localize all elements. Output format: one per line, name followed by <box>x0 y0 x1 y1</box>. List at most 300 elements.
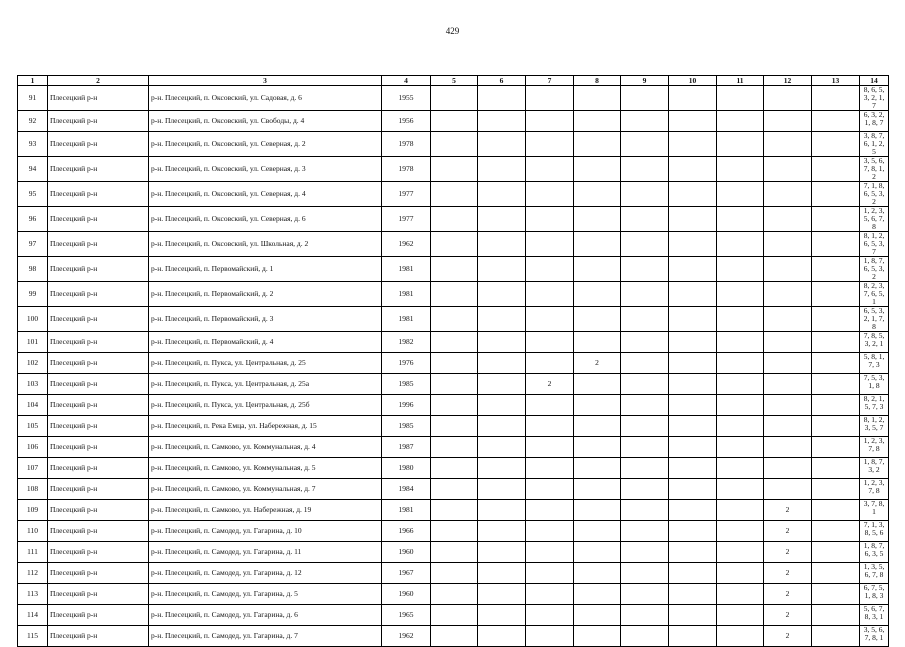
cell-col-11 <box>717 332 764 353</box>
cell-col-5 <box>431 353 478 374</box>
cell-col-9 <box>621 458 669 479</box>
cell-year: 1980 <box>382 458 431 479</box>
cell-address: р-н. Плесецкий, п. Самково, ул. Коммунальная, д. 4 <box>149 437 382 458</box>
cell-col-8 <box>574 282 621 307</box>
cell-code-list: 5, 6, 7, 8, 3, 1 <box>860 605 889 626</box>
cell-col-7 <box>526 626 574 647</box>
cell-col-13 <box>812 353 860 374</box>
cell-row-number: 115 <box>18 626 48 647</box>
cell-col-9 <box>621 332 669 353</box>
column-header-8: 8 <box>574 76 621 86</box>
column-header-6: 6 <box>478 76 526 86</box>
cell-col-13 <box>812 307 860 332</box>
table-row <box>18 458 889 479</box>
cell-col-12: 2 <box>764 542 812 563</box>
cell-row-number: 113 <box>18 584 48 605</box>
cell-district: Плесецкий р-н <box>48 605 149 626</box>
cell-col-6 <box>478 207 526 232</box>
cell-col-9 <box>621 563 669 584</box>
cell-col-10 <box>669 521 717 542</box>
cell-row-number: 101 <box>18 332 48 353</box>
cell-district: Плесецкий р-н <box>48 521 149 542</box>
cell-code-list: 1, 2, 3, 7, 8 <box>860 479 889 500</box>
cell-col-13 <box>812 332 860 353</box>
cell-col-8: 2 <box>574 353 621 374</box>
cell-row-number: 100 <box>18 307 48 332</box>
cell-district: Плесецкий р-н <box>48 416 149 437</box>
cell-col-10 <box>669 332 717 353</box>
cell-col-6 <box>478 282 526 307</box>
cell-year: 1984 <box>382 479 431 500</box>
table-row <box>18 437 889 458</box>
cell-col-11 <box>717 437 764 458</box>
cell-col-12 <box>764 458 812 479</box>
cell-code-list: 8, 2, 3, 7, 6, 5, 1 <box>860 282 889 307</box>
cell-col-10 <box>669 584 717 605</box>
cell-col-6 <box>478 437 526 458</box>
cell-col-9 <box>621 86 669 111</box>
cell-code-list: 1, 2, 3, 7, 8 <box>860 437 889 458</box>
cell-col-8 <box>574 182 621 207</box>
cell-col-11 <box>717 605 764 626</box>
cell-col-5 <box>431 605 478 626</box>
cell-col-7 <box>526 353 574 374</box>
column-header-12: 12 <box>764 76 812 86</box>
cell-year: 1955 <box>382 86 431 111</box>
cell-col-12 <box>764 353 812 374</box>
cell-year: 1981 <box>382 307 431 332</box>
cell-col-5 <box>431 332 478 353</box>
cell-code-list: 1, 8, 7, 6, 3, 5 <box>860 542 889 563</box>
cell-col-5 <box>431 257 478 282</box>
cell-col-13 <box>812 584 860 605</box>
table-row <box>18 132 889 157</box>
cell-district: Плесецкий р-н <box>48 626 149 647</box>
cell-row-number: 109 <box>18 500 48 521</box>
cell-col-10 <box>669 111 717 132</box>
cell-col-11 <box>717 458 764 479</box>
cell-col-12: 2 <box>764 626 812 647</box>
cell-district: Плесецкий р-н <box>48 132 149 157</box>
cell-year: 1962 <box>382 232 431 257</box>
cell-year: 1981 <box>382 257 431 282</box>
cell-row-number: 93 <box>18 132 48 157</box>
cell-col-11 <box>717 207 764 232</box>
cell-col-5 <box>431 207 478 232</box>
cell-col-11 <box>717 111 764 132</box>
cell-col-7 <box>526 416 574 437</box>
cell-col-6 <box>478 626 526 647</box>
cell-col-13 <box>812 111 860 132</box>
cell-district: Плесецкий р-н <box>48 374 149 395</box>
cell-col-9 <box>621 479 669 500</box>
cell-col-11 <box>717 353 764 374</box>
cell-district: Плесецкий р-н <box>48 207 149 232</box>
cell-address: р-н. Плесецкий, п. Оксовский, ул. Садовая, д. 6 <box>149 86 382 111</box>
cell-col-6 <box>478 111 526 132</box>
cell-year: 1996 <box>382 395 431 416</box>
cell-col-13 <box>812 500 860 521</box>
cell-col-12: 2 <box>764 563 812 584</box>
cell-col-13 <box>812 626 860 647</box>
cell-col-10 <box>669 182 717 207</box>
cell-col-10 <box>669 626 717 647</box>
cell-col-12 <box>764 332 812 353</box>
cell-col-10 <box>669 542 717 563</box>
cell-district: Плесецкий р-н <box>48 479 149 500</box>
cell-address: р-н. Плесецкий, п. Самодед, ул. Гагарина, д. 11 <box>149 542 382 563</box>
cell-year: 1978 <box>382 132 431 157</box>
table-row <box>18 232 889 257</box>
cell-col-9 <box>621 542 669 563</box>
cell-year: 1976 <box>382 353 431 374</box>
cell-code-list: 6, 5, 3, 2, 1, 7, 8 <box>860 307 889 332</box>
cell-district: Плесецкий р-н <box>48 232 149 257</box>
cell-col-11 <box>717 157 764 182</box>
table-row <box>18 207 889 232</box>
cell-col-8 <box>574 626 621 647</box>
table-row <box>18 395 889 416</box>
cell-col-13 <box>812 416 860 437</box>
cell-address: р-н. Плесецкий, п. Самково, ул. Коммунальная, д. 7 <box>149 479 382 500</box>
cell-district: Плесецкий р-н <box>48 437 149 458</box>
cell-col-13 <box>812 86 860 111</box>
cell-col-11 <box>717 416 764 437</box>
cell-district: Плесецкий р-н <box>48 353 149 374</box>
cell-col-8 <box>574 584 621 605</box>
cell-code-list: 3, 8, 7, 6, 1, 2, 5 <box>860 132 889 157</box>
cell-year: 1977 <box>382 182 431 207</box>
cell-col-7: 2 <box>526 374 574 395</box>
cell-col-13 <box>812 132 860 157</box>
cell-col-6 <box>478 132 526 157</box>
cell-col-5 <box>431 458 478 479</box>
cell-col-12 <box>764 282 812 307</box>
table-row <box>18 479 889 500</box>
cell-address: р-н. Плесецкий, п. Оксовский, ул. Свободы, д. 4 <box>149 111 382 132</box>
cell-year: 1960 <box>382 584 431 605</box>
table-row <box>18 353 889 374</box>
cell-year: 1977 <box>382 207 431 232</box>
cell-year: 1962 <box>382 626 431 647</box>
column-header-10: 10 <box>669 76 717 86</box>
cell-col-10 <box>669 458 717 479</box>
cell-code-list: 1, 8, 7, 3, 2 <box>860 458 889 479</box>
cell-col-8 <box>574 542 621 563</box>
cell-year: 1981 <box>382 282 431 307</box>
cell-col-9 <box>621 605 669 626</box>
cell-col-5 <box>431 563 478 584</box>
column-header-5: 5 <box>431 76 478 86</box>
cell-col-8 <box>574 395 621 416</box>
column-header-11: 11 <box>717 76 764 86</box>
cell-district: Плесецкий р-н <box>48 282 149 307</box>
cell-code-list: 8, 1, 2, 6, 5, 3, 7 <box>860 232 889 257</box>
table-row <box>18 626 889 647</box>
cell-row-number: 110 <box>18 521 48 542</box>
cell-district: Плесецкий р-н <box>48 257 149 282</box>
cell-district: Плесецкий р-н <box>48 182 149 207</box>
table-body <box>18 86 889 647</box>
cell-code-list: 8, 6, 5, 3, 2, 1, 7 <box>860 86 889 111</box>
cell-col-5 <box>431 307 478 332</box>
cell-address: р-н. Плесецкий, п. Река Емца, ул. Набережная, д. 15 <box>149 416 382 437</box>
cell-col-6 <box>478 563 526 584</box>
cell-col-6 <box>478 232 526 257</box>
cell-col-5 <box>431 626 478 647</box>
cell-col-8 <box>574 605 621 626</box>
cell-address: р-н. Плесецкий, п. Первомайский, д. 2 <box>149 282 382 307</box>
cell-col-5 <box>431 416 478 437</box>
cell-col-8 <box>574 132 621 157</box>
buildings-table <box>17 75 889 647</box>
cell-col-12 <box>764 182 812 207</box>
cell-year: 1982 <box>382 332 431 353</box>
table-row <box>18 111 889 132</box>
cell-row-number: 102 <box>18 353 48 374</box>
cell-col-5 <box>431 111 478 132</box>
cell-col-10 <box>669 353 717 374</box>
cell-code-list: 7, 8, 5, 3, 2, 1 <box>860 332 889 353</box>
cell-col-11 <box>717 584 764 605</box>
cell-col-11 <box>717 500 764 521</box>
cell-col-8 <box>574 307 621 332</box>
cell-col-12 <box>764 207 812 232</box>
cell-col-9 <box>621 500 669 521</box>
cell-col-12: 2 <box>764 521 812 542</box>
cell-address: р-н. Плесецкий, п. Оксовский, ул. Школьная, д. 2 <box>149 232 382 257</box>
cell-col-13 <box>812 232 860 257</box>
cell-col-13 <box>812 374 860 395</box>
cell-col-10 <box>669 257 717 282</box>
cell-col-11 <box>717 479 764 500</box>
cell-col-5 <box>431 232 478 257</box>
cell-col-10 <box>669 395 717 416</box>
cell-col-12 <box>764 111 812 132</box>
cell-col-10 <box>669 132 717 157</box>
cell-col-10 <box>669 207 717 232</box>
cell-col-12 <box>764 307 812 332</box>
cell-code-list: 6, 3, 2, 1, 8, 7 <box>860 111 889 132</box>
cell-col-13 <box>812 521 860 542</box>
cell-address: р-н. Плесецкий, п. Первомайский, д. 4 <box>149 332 382 353</box>
cell-row-number: 106 <box>18 437 48 458</box>
cell-col-7 <box>526 437 574 458</box>
cell-col-9 <box>621 437 669 458</box>
cell-col-7 <box>526 232 574 257</box>
cell-code-list: 3, 7, 8, 1 <box>860 500 889 521</box>
cell-row-number: 103 <box>18 374 48 395</box>
column-header-9: 9 <box>621 76 669 86</box>
cell-col-7 <box>526 111 574 132</box>
cell-col-7 <box>526 563 574 584</box>
cell-col-12 <box>764 232 812 257</box>
cell-code-list: 7, 1, 3, 8, 5, 6 <box>860 521 889 542</box>
cell-district: Плесецкий р-н <box>48 157 149 182</box>
cell-col-6 <box>478 458 526 479</box>
header-row <box>18 76 889 86</box>
cell-address: р-н. Плесецкий, п. Самодед, ул. Гагарина, д. 5 <box>149 584 382 605</box>
cell-col-13 <box>812 563 860 584</box>
cell-address: р-н. Плесецкий, п. Оксовский, ул. Северная, д. 2 <box>149 132 382 157</box>
cell-col-10 <box>669 157 717 182</box>
table-header <box>18 76 889 86</box>
cell-col-9 <box>621 132 669 157</box>
cell-col-9 <box>621 282 669 307</box>
cell-col-8 <box>574 257 621 282</box>
cell-district: Плесецкий р-н <box>48 332 149 353</box>
cell-col-7 <box>526 207 574 232</box>
cell-col-8 <box>574 332 621 353</box>
cell-address: р-н. Плесецкий, п. Пукса, ул. Центральная, д. 25а <box>149 374 382 395</box>
cell-code-list: 7, 1, 8, 6, 5, 3, 2 <box>860 182 889 207</box>
cell-code-list: 3, 5, 6, 7, 8, 1 <box>860 626 889 647</box>
cell-col-13 <box>812 182 860 207</box>
cell-col-12 <box>764 437 812 458</box>
cell-col-11 <box>717 232 764 257</box>
table-row <box>18 332 889 353</box>
table-row <box>18 563 889 584</box>
table-row <box>18 521 889 542</box>
cell-address: р-н. Плесецкий, п. Оксовский, ул. Северная, д. 6 <box>149 207 382 232</box>
cell-col-12 <box>764 257 812 282</box>
cell-col-8 <box>574 157 621 182</box>
cell-district: Плесецкий р-н <box>48 458 149 479</box>
cell-row-number: 107 <box>18 458 48 479</box>
cell-year: 1965 <box>382 605 431 626</box>
cell-col-11 <box>717 132 764 157</box>
cell-district: Плесецкий р-н <box>48 395 149 416</box>
cell-col-13 <box>812 542 860 563</box>
cell-col-10 <box>669 232 717 257</box>
cell-col-6 <box>478 332 526 353</box>
cell-address: р-н. Плесецкий, п. Самодед, ул. Гагарина, д. 12 <box>149 563 382 584</box>
cell-col-10 <box>669 86 717 111</box>
cell-col-9 <box>621 257 669 282</box>
cell-district: Плесецкий р-н <box>48 500 149 521</box>
cell-address: р-н. Плесецкий, п. Самодед, ул. Гагарина, д. 7 <box>149 626 382 647</box>
cell-row-number: 105 <box>18 416 48 437</box>
cell-col-5 <box>431 521 478 542</box>
table-row <box>18 605 889 626</box>
cell-row-number: 98 <box>18 257 48 282</box>
column-header-4: 4 <box>382 76 431 86</box>
cell-code-list: 3, 5, 6, 7, 8, 1, 2 <box>860 157 889 182</box>
cell-col-7 <box>526 458 574 479</box>
cell-col-8 <box>574 458 621 479</box>
cell-address: р-н. Плесецкий, п. Оксовский, ул. Северная, д. 3 <box>149 157 382 182</box>
cell-col-11 <box>717 521 764 542</box>
cell-col-6 <box>478 353 526 374</box>
cell-col-9 <box>621 584 669 605</box>
cell-col-12 <box>764 479 812 500</box>
cell-col-9 <box>621 307 669 332</box>
cell-col-9 <box>621 395 669 416</box>
cell-col-7 <box>526 86 574 111</box>
cell-address: р-н. Плесецкий, п. Пукса, ул. Центральная, д. 25б <box>149 395 382 416</box>
table-row <box>18 307 889 332</box>
cell-col-9 <box>621 157 669 182</box>
cell-col-6 <box>478 521 526 542</box>
cell-col-6 <box>478 307 526 332</box>
cell-row-number: 114 <box>18 605 48 626</box>
cell-col-5 <box>431 479 478 500</box>
cell-col-7 <box>526 182 574 207</box>
cell-col-10 <box>669 374 717 395</box>
cell-col-10 <box>669 282 717 307</box>
cell-col-11 <box>717 542 764 563</box>
cell-col-7 <box>526 307 574 332</box>
cell-col-6 <box>478 416 526 437</box>
cell-col-10 <box>669 437 717 458</box>
cell-row-number: 104 <box>18 395 48 416</box>
cell-year: 1960 <box>382 542 431 563</box>
cell-row-number: 96 <box>18 207 48 232</box>
cell-district: Плесецкий р-н <box>48 584 149 605</box>
cell-col-9 <box>621 111 669 132</box>
cell-col-5 <box>431 86 478 111</box>
cell-col-9 <box>621 207 669 232</box>
cell-col-10 <box>669 563 717 584</box>
cell-col-6 <box>478 542 526 563</box>
cell-code-list: 5, 8, 1, 7, 3 <box>860 353 889 374</box>
cell-row-number: 112 <box>18 563 48 584</box>
cell-col-13 <box>812 157 860 182</box>
cell-col-11 <box>717 307 764 332</box>
cell-col-13 <box>812 437 860 458</box>
table-row <box>18 282 889 307</box>
cell-row-number: 108 <box>18 479 48 500</box>
cell-col-7 <box>526 332 574 353</box>
cell-col-13 <box>812 395 860 416</box>
cell-col-9 <box>621 374 669 395</box>
cell-district: Плесецкий р-н <box>48 563 149 584</box>
cell-col-7 <box>526 282 574 307</box>
cell-col-9 <box>621 521 669 542</box>
table-row <box>18 416 889 437</box>
cell-row-number: 99 <box>18 282 48 307</box>
cell-col-9 <box>621 232 669 257</box>
cell-col-11 <box>717 282 764 307</box>
cell-col-6 <box>478 500 526 521</box>
table-row <box>18 86 889 111</box>
cell-row-number: 97 <box>18 232 48 257</box>
cell-code-list: 1, 3, 5, 6, 7, 8 <box>860 563 889 584</box>
cell-col-9 <box>621 353 669 374</box>
cell-col-11 <box>717 374 764 395</box>
column-header-2: 2 <box>48 76 149 86</box>
table-row <box>18 542 889 563</box>
cell-row-number: 92 <box>18 111 48 132</box>
cell-col-8 <box>574 374 621 395</box>
cell-col-7 <box>526 157 574 182</box>
cell-col-6 <box>478 479 526 500</box>
cell-col-6 <box>478 395 526 416</box>
cell-col-11 <box>717 563 764 584</box>
cell-address: р-н. Плесецкий, п. Пукса, ул. Центральная, д. 25 <box>149 353 382 374</box>
cell-address: р-н. Плесецкий, п. Оксовский, ул. Северная, д. 4 <box>149 182 382 207</box>
cell-col-12 <box>764 374 812 395</box>
cell-col-12 <box>764 416 812 437</box>
column-header-1: 1 <box>18 76 48 86</box>
cell-address: р-н. Плесецкий, п. Самково, ул. Набережная, д. 19 <box>149 500 382 521</box>
cell-col-13 <box>812 479 860 500</box>
cell-col-8 <box>574 207 621 232</box>
cell-col-9 <box>621 182 669 207</box>
table-row <box>18 257 889 282</box>
cell-col-13 <box>812 282 860 307</box>
cell-district: Плесецкий р-н <box>48 86 149 111</box>
